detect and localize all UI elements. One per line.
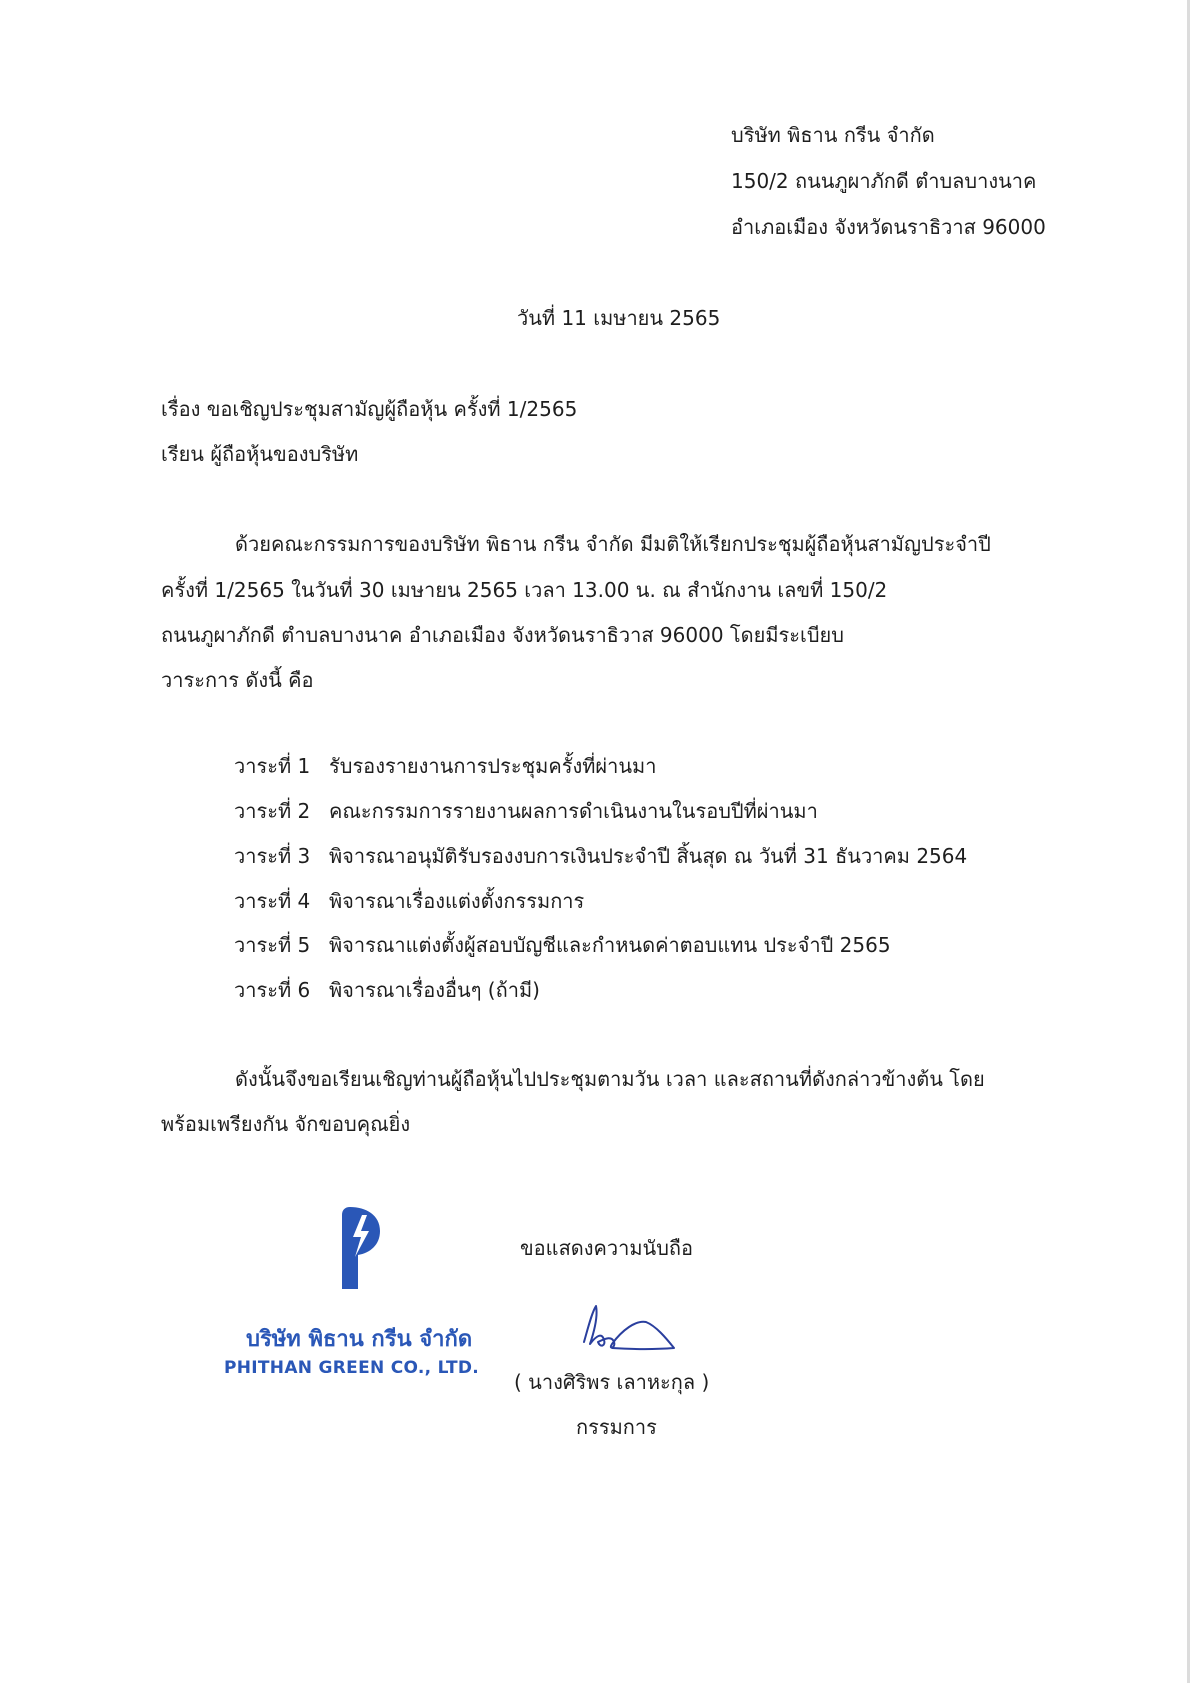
agenda-item xyxy=(234,932,891,958)
letter-subject: เรื่อง ขอเชิญประชุมสามัญผู้ถือหุ้น ครั้งที่ 1/2565 xyxy=(161,397,578,421)
agenda-item xyxy=(234,977,540,1003)
letter-date: วันที่ 11 เมษายน 2565 xyxy=(517,306,721,330)
agenda-number: วาระที่ 5 xyxy=(234,933,311,957)
sender-address-line1: 150/2 ถนนภูผาภักดี ตำบลบางนาค xyxy=(731,169,1037,193)
signer-title: กรรมการ xyxy=(576,1415,657,1439)
intro-line-1: ด้วยคณะกรรมการของบริษัท พิธาน กรีน จำกัด มีมติให้เรียกประชุมผู้ถือหุ้นสามัญประจำปี xyxy=(235,532,991,556)
agenda-number: วาระที่ 6 xyxy=(234,978,311,1002)
stamp-company-name-en: PHITHAN GREEN CO., LTD. xyxy=(224,1358,480,1378)
company-logo-icon xyxy=(336,1205,382,1291)
agenda-text: พิจารณาแต่งตั้งผู้สอบบัญชีและกำหนดค่าตอบแทน ประจำปี 2565 xyxy=(329,933,891,957)
stamp-company-name-th: บริษัท พิธาน กรีน จำกัด xyxy=(246,1327,473,1352)
intro-line-2: ครั้งที่ 1/2565 ในวันที่ 30 เมษายน 2565 เวลา 13.00 น. ณ สำนักงาน เลขที่ 150/2 xyxy=(161,578,888,602)
agenda-text: พิจารณาเรื่องแต่งตั้งกรรมการ xyxy=(329,889,585,913)
sender-company: บริษัท พิธาน กรีน จำกัด xyxy=(731,123,935,147)
agenda-item xyxy=(234,843,967,869)
agenda-text: พิจารณาเรื่องอื่นๆ (ถ้ามี) xyxy=(329,978,540,1002)
closing-line-1: ดังนั้นจึงขอเรียนเชิญท่านผู้ถือหุ้นไปประชุมตามวัน เวลา และสถานที่ดังกล่าวข้างต้น โดย xyxy=(235,1067,985,1091)
intro-line-4: วาระการ ดังนี้ คือ xyxy=(161,668,314,692)
agenda-item xyxy=(234,798,818,824)
agenda-number: วาระที่ 2 xyxy=(234,799,311,823)
agenda-item xyxy=(234,753,656,779)
regards-text: ขอแสดงความนับถือ xyxy=(520,1236,694,1260)
agenda-text: รับรองรายงานการประชุมครั้งที่ผ่านมา xyxy=(329,754,657,778)
intro-line-3: ถนนภูผาภักดี ตำบลบางนาค อำเภอเมือง จังหวัดนราธิวาส 96000 โดยมีระเบียบ xyxy=(161,623,844,647)
signer-name: ( นางศิริพร เลาหะกุล ) xyxy=(514,1370,710,1394)
closing-line-2: พร้อมเพรียงกัน จักขอบคุณยิ่ง xyxy=(161,1112,411,1136)
agenda-number: วาระที่ 1 xyxy=(234,754,311,778)
sender-address-line2: อำเภอเมือง จังหวัดนราธิวาส 96000 xyxy=(731,215,1046,239)
agenda-text: คณะกรรมการรายงานผลการดำเนินงานในรอบปีที่ผ่านมา xyxy=(329,799,818,823)
agenda-number: วาระที่ 3 xyxy=(234,844,311,868)
agenda-number: วาระที่ 4 xyxy=(234,889,311,913)
letter-recipient: เรียน ผู้ถือหุ้นของบริษัท xyxy=(161,442,359,466)
agenda-item xyxy=(234,888,584,914)
signature-icon xyxy=(578,1302,678,1356)
agenda-text: พิจารณาอนุมัติรับรองงบการเงินประจำปี สิ้นสุด ณ วันที่ 31 ธันวาคม 2564 xyxy=(329,844,968,868)
